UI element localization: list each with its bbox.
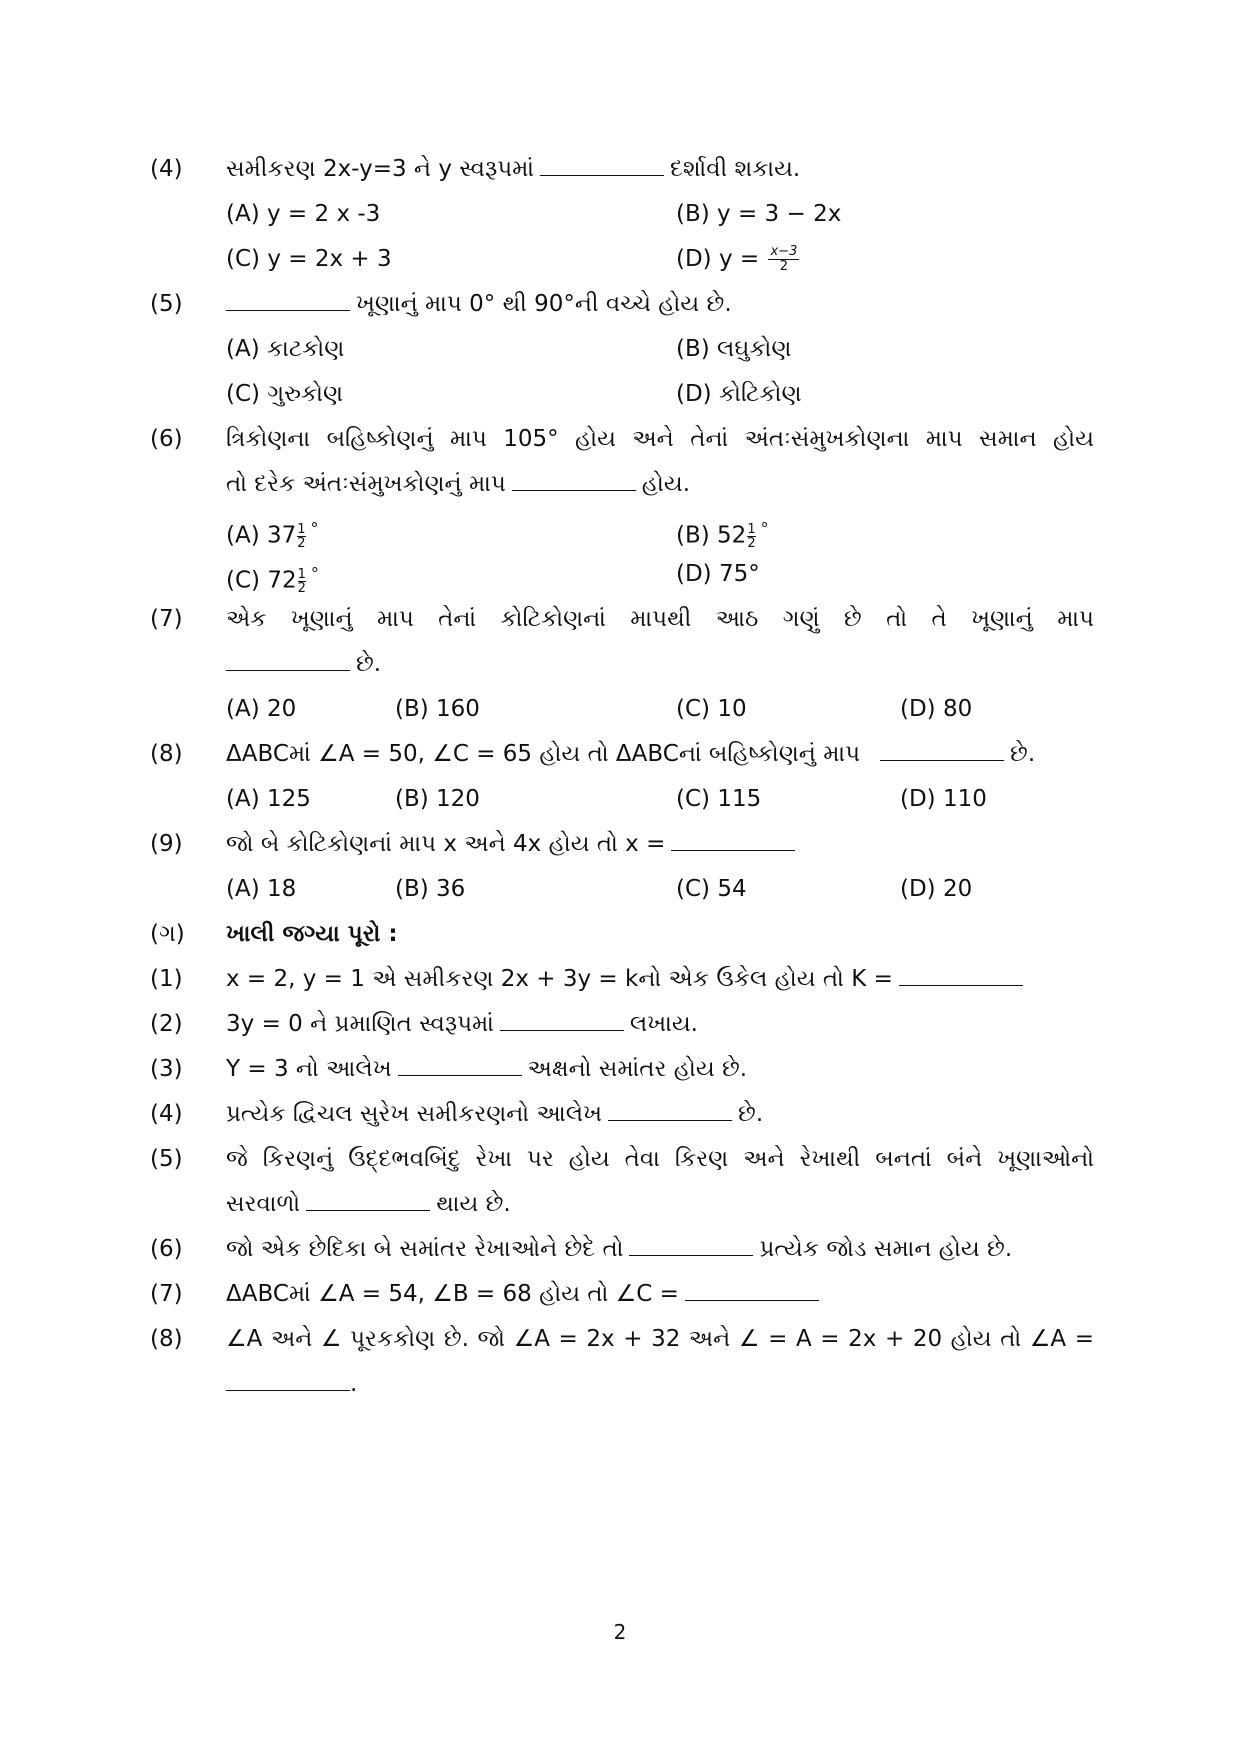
question-5 xyxy=(0,287,1240,321)
answer-blank xyxy=(671,828,795,851)
option-b: (B) 120 xyxy=(395,786,480,812)
question-6 xyxy=(0,422,1240,456)
fill-blank-1 xyxy=(0,962,1240,996)
question-text-end: થાય છે. xyxy=(436,1191,511,1217)
question-text: સમીકરણ 2x-y=3 ને y સ્વરૂપમાં xyxy=(226,156,535,182)
options-row xyxy=(0,557,1240,596)
question-number: (8) xyxy=(150,1326,183,1352)
question-text: જો બે કોટિકોણનાં માપ x અને 4x હોય તો x = xyxy=(226,831,666,857)
question-number: (7) xyxy=(150,1281,183,1307)
fraction: $\frac{1}{2}$ xyxy=(747,521,756,551)
question-text: ત્રિકોણના બહિષ્કોણનું માપ 105° હોય અને તેનાં અંતઃસંમુખકોણના માપ સમાન હોય xyxy=(226,426,1094,452)
question-text: પ્રત્યેક દ્વિચલ સુરેખ સમીકરણનો આલેખ xyxy=(226,1101,603,1127)
options-row xyxy=(0,197,1240,231)
question-text-end: દર્શાવી શકાય. xyxy=(670,156,801,182)
option-a: (A) કાટકોણ xyxy=(226,336,345,362)
question-number: (9) xyxy=(150,831,183,857)
question-text-end: . xyxy=(350,1371,358,1397)
answer-blank xyxy=(540,153,664,176)
option-c: (C) 10 xyxy=(676,696,747,722)
question-number: (8) xyxy=(150,741,183,767)
question-number: (5) xyxy=(150,1146,183,1172)
question-text: ΔABCમાં ∠A = 50, ∠C = 65 હોય તો ΔABCનાં બહિષ્કોણનું માપ xyxy=(226,741,861,767)
option-b: (B) 160 xyxy=(395,696,480,722)
options-row xyxy=(0,377,1240,411)
page-number: 2 xyxy=(613,1620,627,1644)
answer-blank xyxy=(512,468,636,491)
option-c: (C) ગુરુકોણ xyxy=(226,381,344,407)
answer-blank xyxy=(226,648,350,671)
question-text: એક ખૂણાનું માપ તેનાં કોટિકોણનાં માપથી આઠ ગણું છે તો તે ખૂણાનું માપ xyxy=(226,606,1094,632)
option-d: (D) કોટિકોણ xyxy=(676,381,802,407)
question-text-end: હોય. xyxy=(641,471,691,497)
options-row xyxy=(0,872,1240,906)
section-number: (ગ) xyxy=(150,921,185,947)
question-number: (2) xyxy=(150,1011,183,1037)
question-text: ખૂણાનું માપ 0° થી 90°ની વચ્ચે હોય છે. xyxy=(356,291,732,317)
answer-blank xyxy=(226,288,350,311)
options-row xyxy=(0,692,1240,726)
section-heading xyxy=(0,917,1240,951)
question-number: (3) xyxy=(150,1056,183,1082)
answer-blank xyxy=(880,738,1004,761)
option-a: (A) 125 xyxy=(226,786,311,812)
fill-blank-8 xyxy=(0,1322,1240,1356)
question-number: (6) xyxy=(150,426,183,452)
answer-blank xyxy=(685,1278,819,1301)
option-c: (C) 72 $\frac{1}{2}$ ° xyxy=(226,564,319,596)
question-number: (7) xyxy=(150,606,183,632)
question-text: x = 2, y = 1 એ સમીકરણ 2x + 3y = kનો એક ઉકેલ હોય તો K = xyxy=(226,966,893,992)
question-number: (4) xyxy=(150,1101,183,1127)
answer-blank xyxy=(899,963,1023,986)
option-c: (C) y = 2x + 3 xyxy=(226,246,392,272)
option-d: (D) 75° xyxy=(676,561,760,587)
answer-blank xyxy=(226,1368,350,1391)
fill-blank-5 xyxy=(0,1142,1240,1176)
question-7-line-2 xyxy=(0,647,1240,681)
question-text: જો એક છેદિકા બે સમાંતર રેખાઓને છેદે તો xyxy=(226,1236,624,1262)
fill-blank-4 xyxy=(0,1097,1240,1131)
option-a: (A) y = 2 x -3 xyxy=(226,201,381,227)
question-text: 3y = 0 ને પ્રમાણિત સ્વરૂપમાં xyxy=(226,1011,494,1037)
question-4 xyxy=(0,152,1240,186)
answer-blank xyxy=(629,1233,753,1256)
question-number: (5) xyxy=(150,291,183,317)
question-text: સરવાળો xyxy=(226,1191,301,1217)
option-b: (B) 36 xyxy=(395,876,466,902)
question-text: ΔABCમાં ∠A = 54, ∠B = 68 હોય તો ∠C = xyxy=(226,1281,679,1307)
question-text-end: છે. xyxy=(738,1101,764,1127)
option-b: (B) 52 $\frac{1}{2}$ ° xyxy=(676,519,769,551)
question-text-end: અક્ષનો સમાંતર હોય છે. xyxy=(527,1056,748,1082)
option-d: (D) 110 xyxy=(900,786,987,812)
option-d: (D) 20 xyxy=(900,876,973,902)
fraction: $\frac{1}{2}$ xyxy=(297,566,306,596)
options-row xyxy=(0,512,1240,551)
fill-blank-6 xyxy=(0,1232,1240,1266)
question-text-end: પ્રત્યેક જોડ સમાન હોય છે. xyxy=(759,1236,1013,1262)
fill-blank-8-line-2 xyxy=(0,1367,1240,1401)
fill-blank-2 xyxy=(0,1007,1240,1041)
fill-blank-5-line-2 xyxy=(0,1187,1240,1221)
answer-blank xyxy=(306,1188,430,1211)
option-c: (C) 115 xyxy=(676,786,762,812)
options-row xyxy=(0,782,1240,816)
question-text-end: છે. xyxy=(356,651,382,677)
option-a: (A) 37 $\frac{1}{2}$ ° xyxy=(226,519,319,551)
fraction: $\frac{x-3}{2}$ xyxy=(770,244,798,274)
question-text: તો દરેક અંતઃસંમુખકોણનું માપ xyxy=(226,471,506,497)
question-9 xyxy=(0,827,1240,861)
section-title: ખાલી જગ્યા પૂરો : xyxy=(226,921,398,947)
question-text-end: લખાય. xyxy=(629,1011,698,1037)
question-number: (6) xyxy=(150,1236,183,1262)
question-text-end: છે. xyxy=(1010,741,1036,767)
option-a: (A) 20 xyxy=(226,696,297,722)
question-text: જે કિરણનું ઉદ્દભવબિંદુ રેખા પર હોય તેવા કિરણ અને રેખાથી બનતાં બંને ખૂણાઓનો xyxy=(226,1146,1094,1172)
answer-blank xyxy=(500,1008,624,1031)
option-d: (D) 80 xyxy=(900,696,973,722)
question-7 xyxy=(0,602,1240,636)
option-b: (B) y = 3 − 2x xyxy=(676,201,842,227)
question-number: (4) xyxy=(150,156,183,182)
option-c: (C) 54 xyxy=(676,876,747,902)
answer-blank xyxy=(608,1098,732,1121)
option-a: (A) 18 xyxy=(226,876,297,902)
option-d: (D) y = $\frac{x-3}{2}$ xyxy=(676,244,798,274)
question-text: Y = 3 નો આલેખ xyxy=(226,1056,392,1082)
fill-blank-3 xyxy=(0,1052,1240,1086)
options-row xyxy=(0,332,1240,366)
fill-blank-7 xyxy=(0,1277,1240,1311)
question-6-line-2 xyxy=(0,467,1240,501)
question-8 xyxy=(0,737,1240,771)
question-number: (1) xyxy=(150,966,183,992)
question-text: ∠A અને ∠ પૂરકકોણ છે. જો ∠A = 2x + 32 અને ∠ = A = 2x + 20 હોય તો ∠A = xyxy=(226,1326,1094,1352)
options-row xyxy=(0,242,1240,276)
answer-blank xyxy=(398,1053,522,1076)
fraction: $\frac{1}{2}$ xyxy=(297,521,306,551)
option-b: (B) લઘુકોણ xyxy=(676,336,792,362)
